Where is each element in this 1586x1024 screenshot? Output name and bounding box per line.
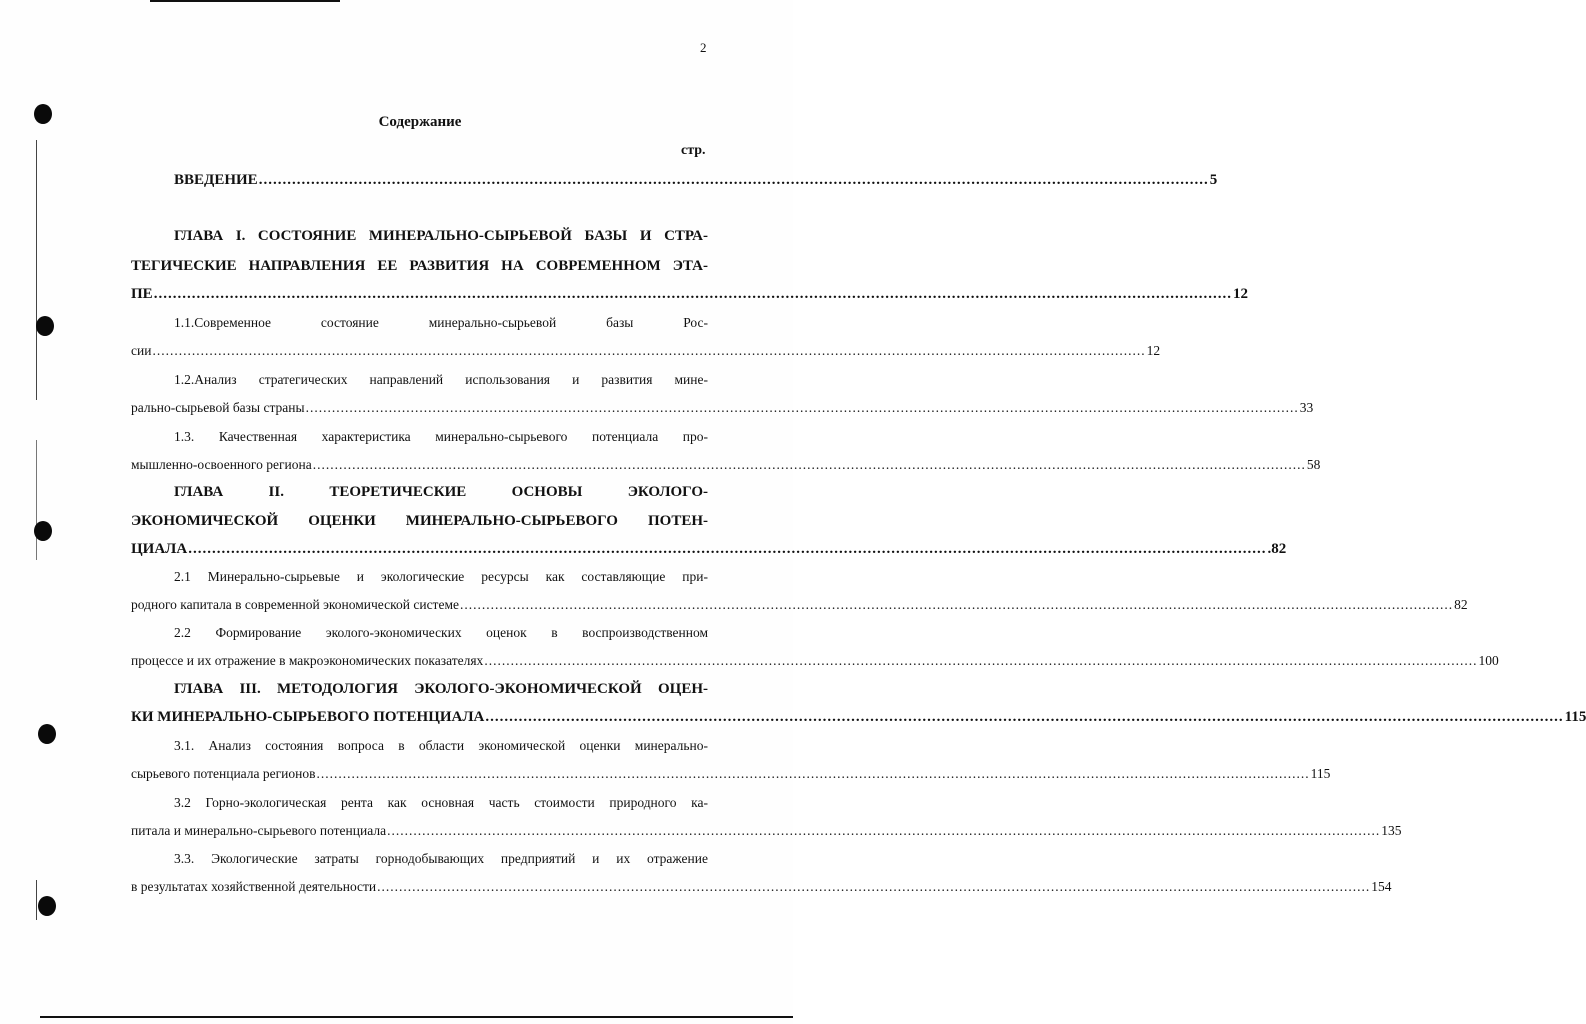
toc-entry-title: питала и минерально-сырьевого потенциала xyxy=(131,823,387,838)
toc-entry-page: 82 xyxy=(1454,597,1468,612)
toc-entry-page: 12 xyxy=(1232,286,1248,302)
binder-hole xyxy=(38,724,56,744)
toc-chapter-2-last-line xyxy=(131,539,1287,559)
toc-chapter-3-line: ГЛАВА III. МЕТОДОЛОГИЯ ЭКОЛОГО-ЭКОНОМИЧЕСКОЙ ОЦЕН- xyxy=(174,681,708,697)
toc-section-2-2-line: 2.2 Формирование эколого-экономических оценок в воспроизводственном xyxy=(174,625,708,640)
toc-section-3-3-line: 3.3. Экологические затраты горнодобывающих предприятий и их отражение xyxy=(174,851,708,866)
left-scan-edge xyxy=(36,140,37,400)
toc-section-1-1-last-line xyxy=(131,341,1161,361)
toc-chapter-1-line: ТЕГИЧЕСКИЕ НАПРАВЛЕНИЯ ЕЕ РАЗВИТИЯ НА СОВРЕМЕННОМ ЭТА- xyxy=(131,258,708,274)
toc-entry-page: 115 xyxy=(1564,709,1586,725)
bottom-scan-edge xyxy=(40,1016,793,1018)
binder-hole xyxy=(34,521,52,541)
toc-section-3-2-last-line xyxy=(131,821,1402,841)
toc-entry-page: 33 xyxy=(1299,400,1314,415)
toc-entry-page: 154 xyxy=(1371,879,1392,894)
toc-leader-dots: ................................................................................................................................................................................................................................... xyxy=(387,823,1381,838)
toc-chapter-3-last-line xyxy=(131,707,1586,727)
toc-leader-dots: ................................................................................................................................................................................................................................... xyxy=(460,597,1454,612)
toc-leader-dots: ................................................................................................................................................................................................................................... xyxy=(485,709,1564,725)
toc-leader-dots: ................................................................................................................................................................................................................................... xyxy=(377,879,1371,894)
toc-entry-title: в результатах хозяйственной деятельности xyxy=(131,879,377,894)
toc-leader-dots: ................................................................................................................................................................................................................................... xyxy=(305,400,1299,415)
toc-chapter-1-line: ГЛАВА I. СОСТОЯНИЕ МИНЕРАЛЬНО-СЫРЬЕВОЙ БАЗЫ И СТРА- xyxy=(174,228,708,244)
toc-leader-dots: ................................................................................................................................................................................................................................... xyxy=(152,343,1146,358)
binder-hole xyxy=(38,896,56,916)
toc-leader-dots: ................................................................................................................................................................................................................................... xyxy=(312,457,1306,472)
toc-entry-title: ЦИАЛА xyxy=(131,541,188,557)
toc-leader-dots: ................................................................................................................................................................................................................................... xyxy=(316,766,1310,781)
toc-section-3-1-last-line xyxy=(131,764,1331,784)
toc-entry-title: мышленно-освоенного региона xyxy=(131,457,312,472)
toc-entry-title: ВВЕДЕНИЕ xyxy=(174,172,258,188)
binder-hole xyxy=(36,316,54,336)
toc-section-1-2-line: 1.2.Анализ стратегических направлений использования и развития мине- xyxy=(174,372,708,387)
toc-entry-title: сии xyxy=(131,343,152,358)
toc-section-1-1-line: 1.1.Современное состояние минерально-сырьевой базы Рос- xyxy=(174,315,708,330)
left-scan-edge xyxy=(36,880,37,920)
page-column-label: стр. xyxy=(681,143,706,158)
toc-entry-page: 5 xyxy=(1209,172,1218,188)
toc-entry-title: сырьевого потенциала регионов xyxy=(131,766,316,781)
toc-section-3-1-line: 3.1. Анализ состояния вопроса в области экономической оценки минерально- xyxy=(174,738,708,753)
toc-entry-title: рально-сырьевой базы страны xyxy=(131,400,305,415)
toc-leader-dots: ................................................................................................................................................................................................................................... xyxy=(188,541,1267,557)
page-title: Содержание xyxy=(378,114,462,130)
toc-leader-dots: ................................................................................................................................................................................................................................... xyxy=(153,286,1232,302)
toc-section-3-2-line: 3.2 Горно-экологическая рента как основная часть стоимости природного ка- xyxy=(174,795,708,810)
left-scan-edge xyxy=(36,440,37,560)
toc-entry-title: КИ МИНЕРАЛЬНО-СЫРЬЕВОГО ПОТЕНЦИАЛА xyxy=(131,709,485,725)
toc-entry-title: ПЕ xyxy=(131,286,153,302)
top-scan-edge xyxy=(150,0,340,2)
toc-entry-page: 100 xyxy=(1478,653,1499,668)
toc-entry-introduction xyxy=(174,170,1218,190)
toc-entry-page: 115 xyxy=(1310,766,1331,781)
toc-entry-page: .82 xyxy=(1267,541,1287,557)
toc-section-1-3-line: 1.3. Качественная характеристика минерально-сырьевого потенциала про- xyxy=(174,429,708,444)
toc-section-1-2-last-line xyxy=(131,398,1314,418)
toc-chapter-2-line: ГЛАВА II. ТЕОРЕТИЧЕСКИЕ ОСНОВЫ ЭКОЛОГО- xyxy=(174,484,708,500)
toc-leader-dots: ........................................................................................................................................................................................................ xyxy=(258,172,1209,188)
toc-entry-page: 12 xyxy=(1146,343,1161,358)
page-number: 2 xyxy=(700,40,707,55)
toc-section-1-3-last-line xyxy=(131,455,1321,475)
toc-chapter-2-line: ЭКОНОМИЧЕСКОЙ ОЦЕНКИ МИНЕРАЛЬНО-СЫРЬЕВОГО ПОТЕН- xyxy=(131,513,708,529)
toc-entry-title: процессе и их отражение в макроэкономических показателях xyxy=(131,653,484,668)
toc-entry-page: 135 xyxy=(1381,823,1402,838)
toc-section-3-3-last-line xyxy=(131,877,1392,897)
toc-chapter-1-last-line xyxy=(131,284,1248,304)
toc-section-2-1-last-line xyxy=(131,595,1468,615)
toc-section-2-1-line: 2.1 Минерально-сырьевые и экологические ресурсы как составляющие при- xyxy=(174,569,708,584)
toc-section-2-2-last-line xyxy=(131,651,1499,671)
toc-entry-title: родного капитала в современной экономической системе xyxy=(131,597,459,612)
toc-leader-dots: ................................................................................................................................................................................................................................... xyxy=(484,653,1478,668)
toc-entry-page: 58 xyxy=(1306,457,1321,472)
